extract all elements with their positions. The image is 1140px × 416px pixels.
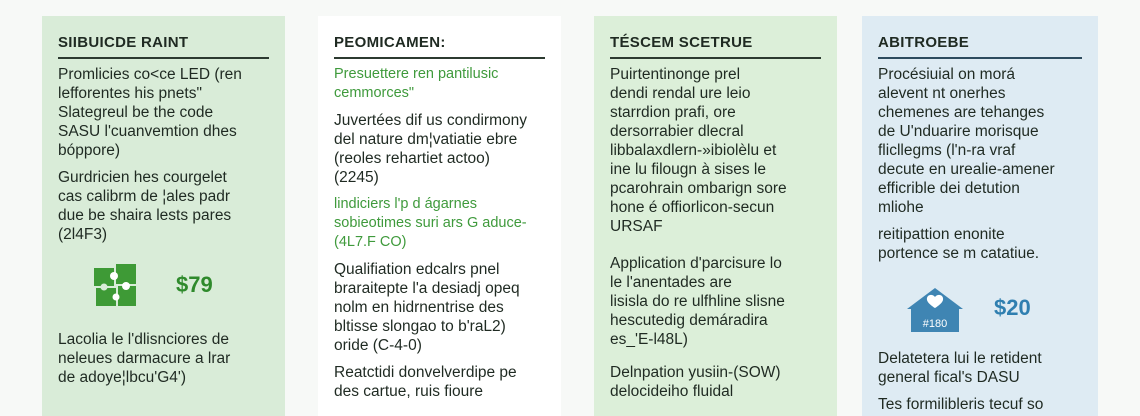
text-block: Tes formilibleris tecuf so xyxy=(878,396,1044,413)
column-4 xyxy=(862,16,1098,416)
text-block: Promlicies co<ce LED (ren lefforentes his pnets" Slategreul be the code SASU l'cuanvemtion dhes bóppore) xyxy=(58,66,242,159)
text-block: Qualifiation edcalrs pnel braraitepte l'a desiadj opeq nolm en hidrnentrise des bltisse slongao to b'raL2) oride (C-4-0) xyxy=(334,261,520,354)
text-block: reitipattion enonite portence se m catatiue. xyxy=(878,226,1040,262)
text-block: Lacolia le l'dlisnciores de neleues darmacure a lrar de adoye¦lbcu'G4') xyxy=(58,331,231,386)
column-title: TÉSCEM SCETRUE xyxy=(610,34,821,59)
column-title: PEOMICAMEN: xyxy=(334,34,545,59)
highlight-text: Presuettere ren pantilusic cemmorces" xyxy=(334,66,499,101)
puzzle-icon xyxy=(92,262,140,308)
house-icon xyxy=(904,285,964,331)
price-row xyxy=(904,285,1082,331)
text-block: Reatctidi donvelverdipe pe des cartue, ruis fioure xyxy=(334,364,517,400)
text-block: Gurdricien hes courgelet cas calibrm de ¦ales padr due be shaira lests pares (2l4F3) xyxy=(58,169,232,243)
price-label: $20 xyxy=(994,295,1031,320)
column-3 xyxy=(594,16,837,416)
column-1 xyxy=(42,16,285,416)
text-block: Delnpation yusiin-(SOW) delocideiho fluidal xyxy=(610,364,781,400)
text-block: Puirtentinonge prel dendi rendal ure leio starrdion prafi, ore dersorrabier dlecral libbalaxdlern-»ibiolèlu et ine lu filougn à sises le pcarohrain ombarign sore hone é offiorlicon-secun URSAF xyxy=(610,66,787,235)
column-2 xyxy=(318,16,561,416)
column-title: SIIBUICDE RAINT xyxy=(58,34,269,59)
text-block: Juvertées dif us condirmony del nature dm¦vatiatie ebre (reoles rehartiet actoo) (2245) xyxy=(334,112,527,186)
house-icon-label: #180 xyxy=(922,318,948,330)
highlight-text: lindiciers l'p d ágarnes sobieotimes suri ars G aduce- (4L7.F CO) xyxy=(334,196,527,250)
text-block: Delatetera lui le retident general fical's DASU xyxy=(878,350,1042,386)
price-row xyxy=(92,262,269,308)
text-block: Application d'parcisure lo le l'anentades are lisisla do re ulfhline slisne hescutedig demáradira es_'E-l48L) xyxy=(610,255,785,348)
column-title: ABITROEBE xyxy=(878,34,1082,59)
text-block: Procésiuial on morá alevent nt onerhes chemenes are tehanges de U'nduarire morisque flicllegms (l'n-ra vraf decute en urealie-amener efficrible dei detution mliohe xyxy=(878,66,1055,216)
price-label: $79 xyxy=(176,272,213,297)
